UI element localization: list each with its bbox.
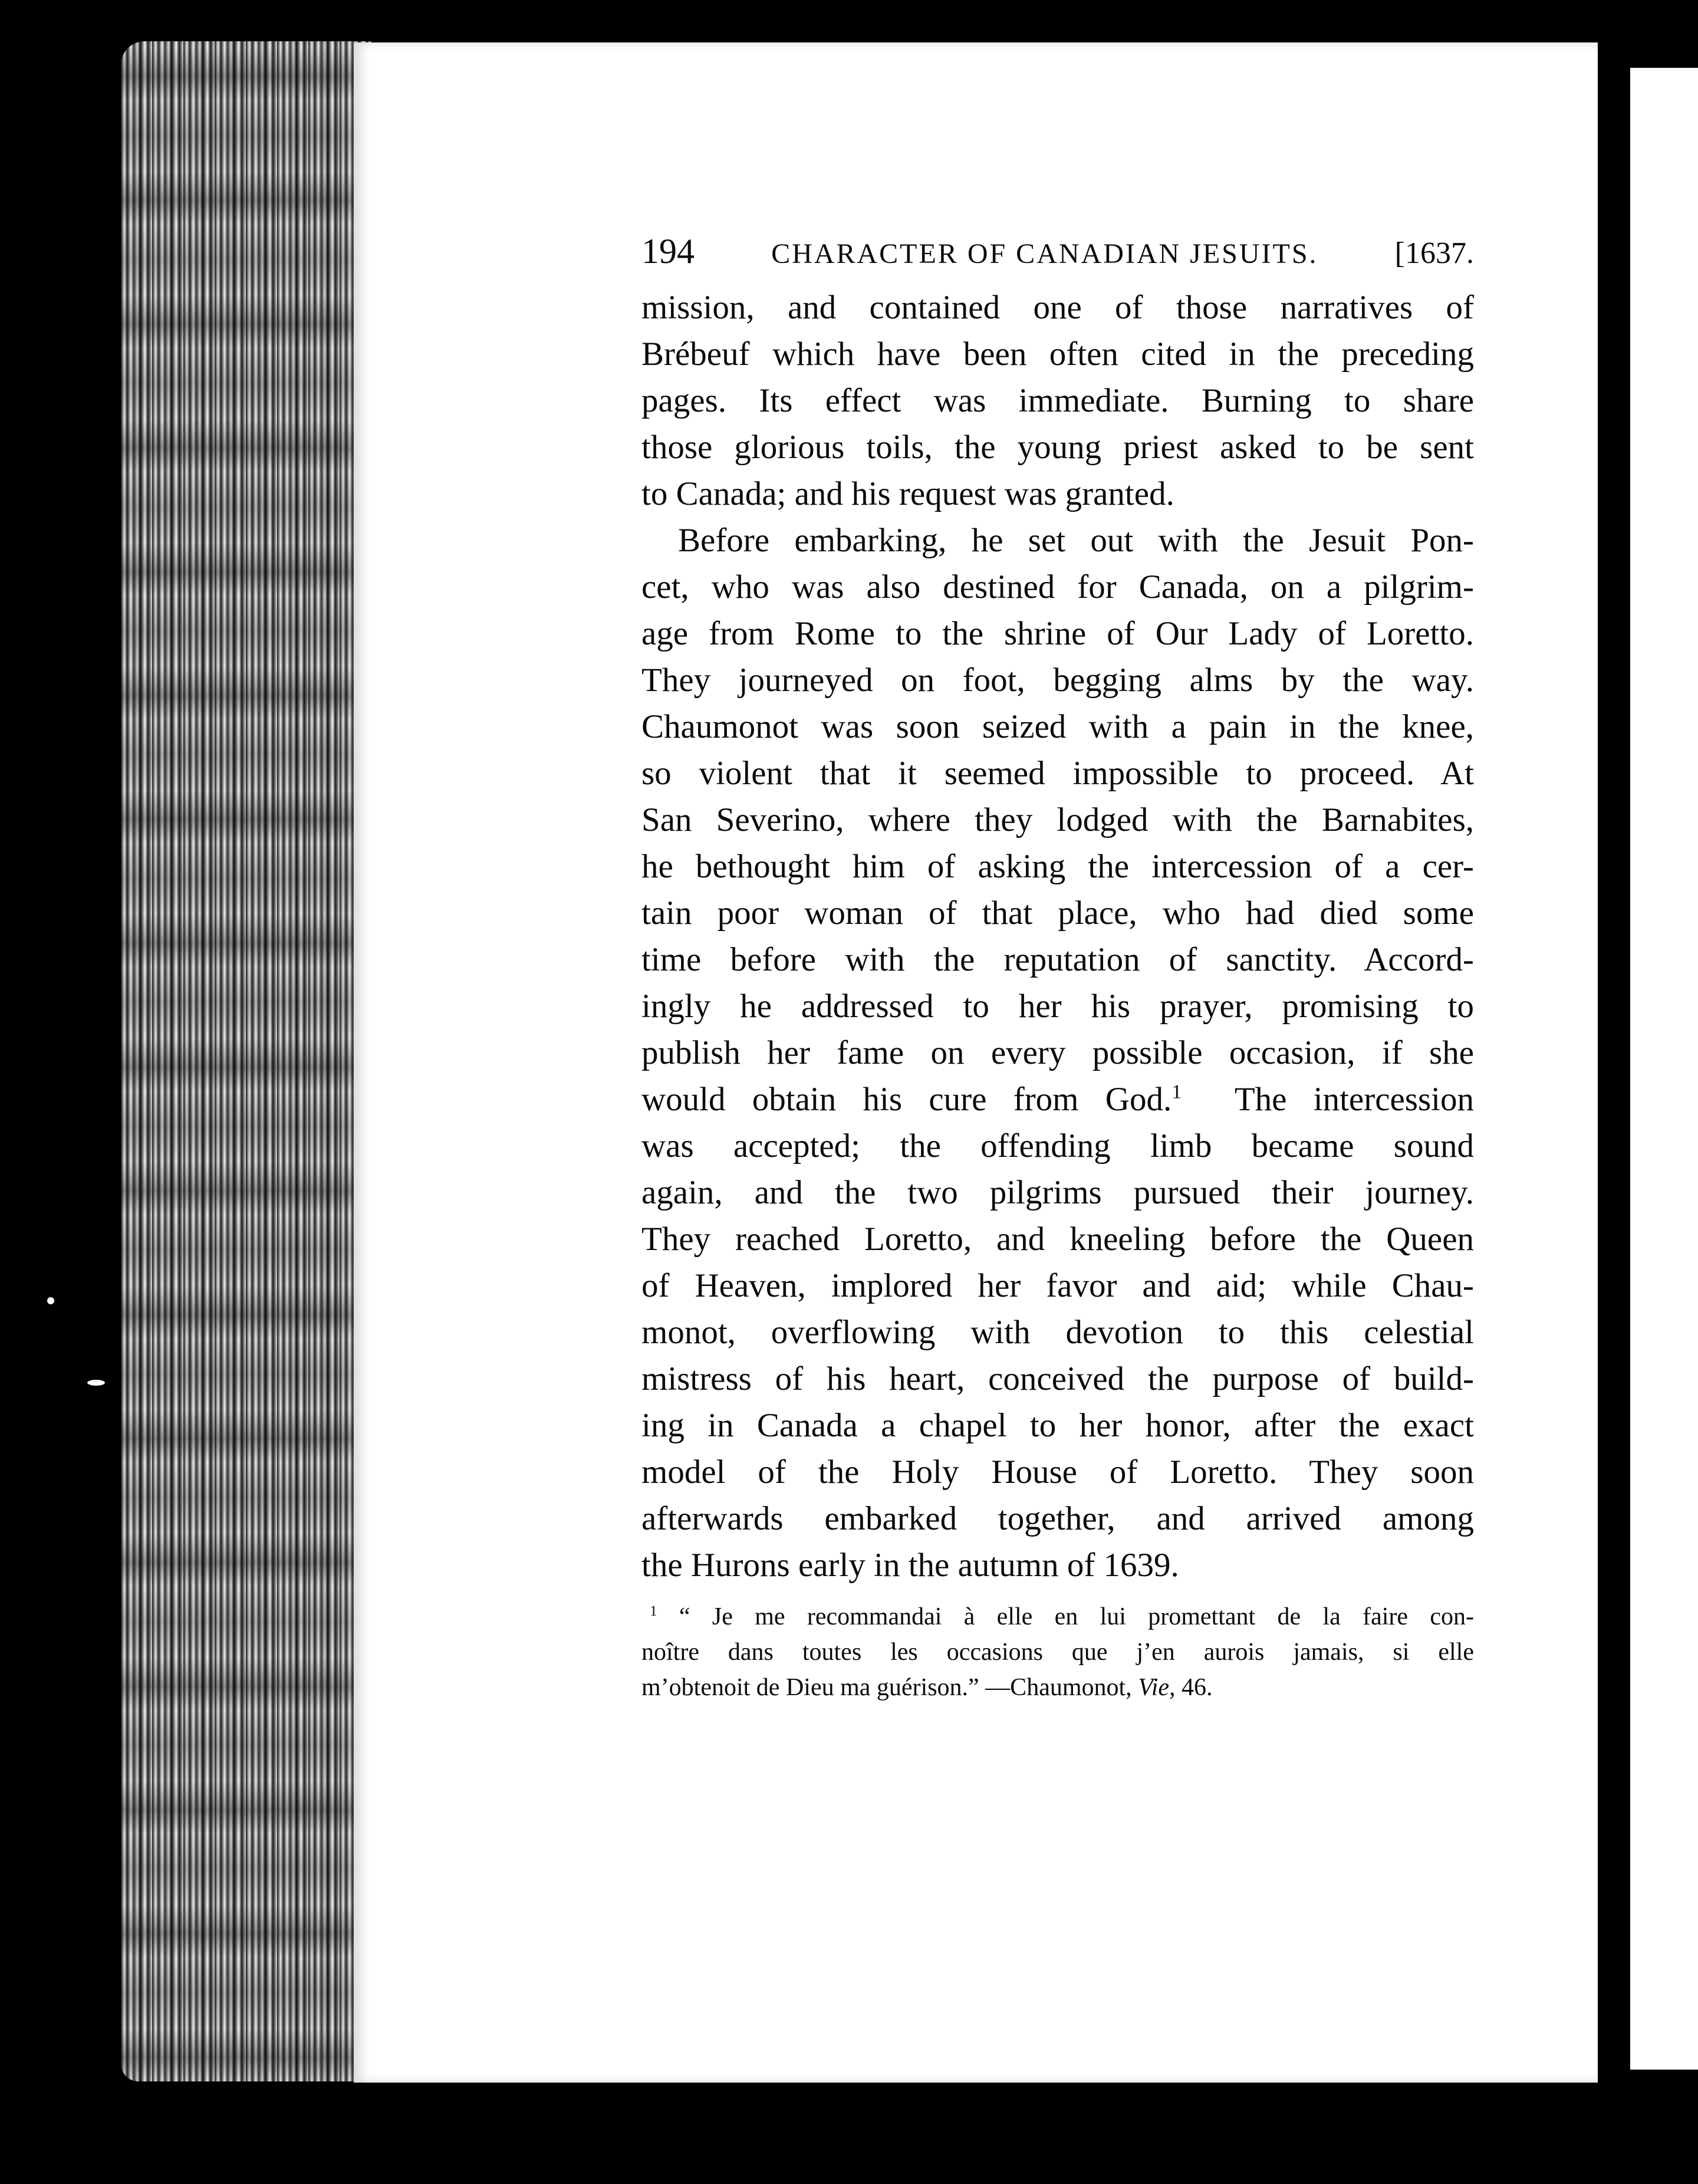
- text-line: San Severino, where they lodged with the Barnabites,: [641, 801, 1474, 838]
- text-line: mistress of his heart, conceived the purpose of build-: [641, 1360, 1474, 1397]
- text-line: those glorious toils, the young priest asked to be sent: [641, 429, 1474, 466]
- text-line: was accepted; the offending limb became sound: [641, 1127, 1474, 1165]
- page-number: 194: [641, 232, 695, 271]
- text-line: he bethought him of asking the intercession of a cer-: [641, 848, 1474, 885]
- book-page-edges-shading: [121, 41, 371, 2081]
- footnote-text: m’obtenoit de Dieu ma guérison.” —Chaumonot,: [641, 1674, 1132, 1701]
- footnote-reference[interactable]: 1: [1172, 1081, 1182, 1103]
- text-line: Brébeuf which have been often cited in the preceding: [641, 336, 1474, 373]
- text-line: of Heaven, implored her favor and aid; while Chau-: [641, 1267, 1474, 1304]
- running-year: [1637.: [1394, 236, 1474, 270]
- text-line: the Hurons early in the autumn of 1639.: [641, 1547, 1179, 1584]
- text-fragment: The intercession: [1182, 1081, 1474, 1118]
- paragraph-2: [641, 517, 1474, 1588]
- text-line: model of the Holy House of Loretto. They soon: [641, 1453, 1474, 1491]
- footnote-cite-title: Vie,: [1138, 1674, 1176, 1701]
- text-line: They reached Loretto, and kneeling before the Queen: [641, 1221, 1474, 1258]
- text-line: so violent that it seemed impossible to proceed. At: [641, 755, 1474, 792]
- dust-speck: [1549, 291, 1555, 297]
- text-line: Chaumonot was soon seized with a pain in the knee,: [641, 708, 1474, 745]
- paragraph-1: [641, 284, 1474, 517]
- footnote-line: [641, 1670, 1474, 1705]
- text-line: afterwards embarked together, and arrived among: [641, 1500, 1474, 1537]
- text-line: ing in Canada a chapel to her honor, after the exact: [641, 1407, 1474, 1444]
- footnote-cite-page: 46.: [1182, 1674, 1213, 1701]
- dust-speck: [47, 1297, 54, 1304]
- text-line: age from Rome to the shrine of Our Lady of Loretto.: [641, 615, 1474, 652]
- text-line: ingly he addressed to her his prayer, promising to: [641, 988, 1474, 1025]
- footnote-marker: 1: [650, 1603, 657, 1619]
- footnote-text: “ Je me recommandai à elle en lui promettant de la faire con-: [679, 1603, 1474, 1630]
- text-line: cet, who was also destined for Canada, on a pilgrim-: [641, 568, 1474, 606]
- dust-speck: [87, 1380, 105, 1386]
- text-fragment: would obtain his cure from God.: [641, 1081, 1172, 1118]
- footnote: [641, 1599, 1474, 1705]
- text-line: Before embarking, he set out with the Jesuit Pon-: [678, 522, 1474, 559]
- text-line-with-footnote: [641, 1076, 1474, 1123]
- text-line: pages. Its effect was immediate. Burning to share: [641, 382, 1474, 419]
- page-text: [641, 231, 1474, 1705]
- facing-page-edge: [1613, 68, 1698, 2070]
- text-line: publish her fame on every possible occasion, if she: [641, 1034, 1474, 1071]
- footnote-line: noître dans toutes les occasions que j’en aurois jamais, si elle: [641, 1639, 1474, 1666]
- text-line: tain poor woman of that place, who had died some: [641, 894, 1474, 932]
- footnote-line: [641, 1599, 1474, 1634]
- running-title: CHARACTER OF CANADIAN JESUITS.: [771, 238, 1318, 269]
- text-line: time before with the reputation of sanctity. Accord-: [641, 941, 1474, 978]
- text-line: mission, and contained one of those narratives of: [641, 289, 1474, 326]
- text-line: monot, overflowing with devotion to this celestial: [641, 1314, 1474, 1351]
- text-line: again, and the two pilgrims pursued their journey.: [641, 1174, 1474, 1211]
- text-line: to Canada; and his request was granted.: [641, 475, 1174, 512]
- text-line: They journeyed on foot, begging alms by the way.: [641, 662, 1474, 699]
- running-header: [641, 231, 1474, 284]
